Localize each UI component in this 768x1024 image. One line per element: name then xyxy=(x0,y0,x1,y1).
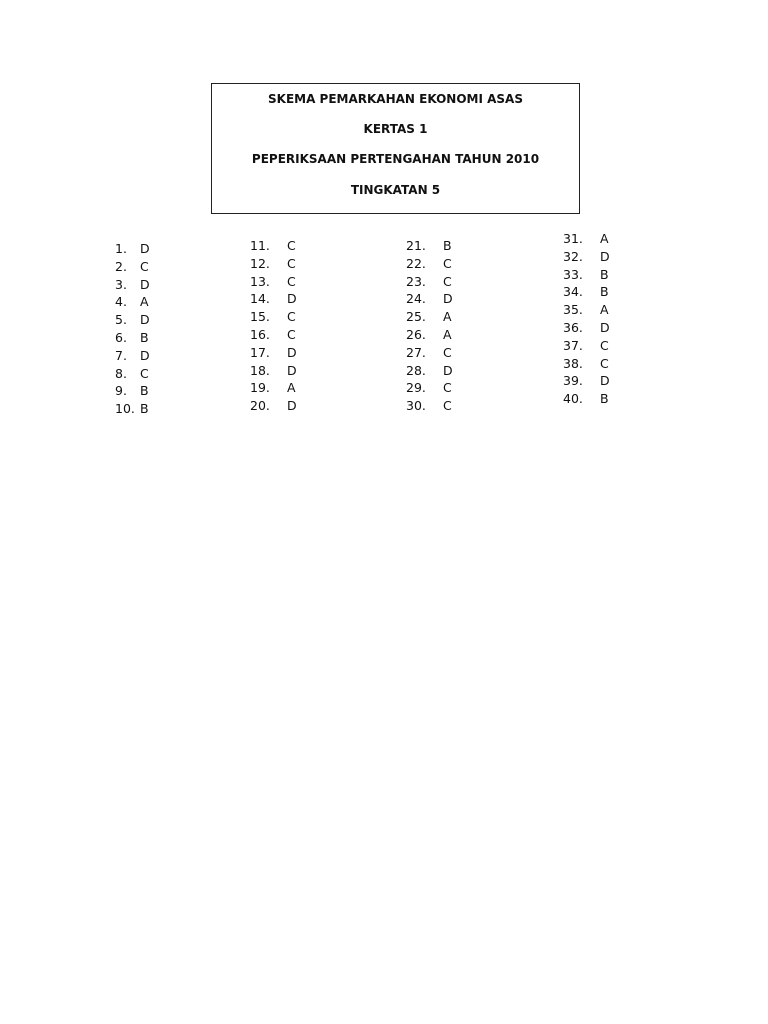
answer-letter: D xyxy=(443,362,453,378)
answer-letter: A xyxy=(443,309,452,325)
question-number: 30. xyxy=(406,398,426,414)
answer-letter: C xyxy=(287,326,296,342)
question-number: 14. xyxy=(250,291,270,307)
answer-letter: B xyxy=(140,401,149,417)
answer-letter: D xyxy=(600,248,610,264)
answer-letter: D xyxy=(140,347,150,363)
question-number: 21. xyxy=(406,238,426,253)
question-number: 33. xyxy=(563,266,583,282)
question-number: 36. xyxy=(563,319,583,335)
question-number: 12. xyxy=(250,255,270,271)
question-number: 22. xyxy=(406,255,426,271)
answer-letter: D xyxy=(600,319,610,335)
question-number: 2. xyxy=(115,258,127,274)
answer-letter: B xyxy=(140,383,149,399)
answer-letter: B xyxy=(443,238,452,253)
question-number: 35. xyxy=(563,302,583,318)
answer-letter: A xyxy=(140,294,149,310)
answer-letter: D xyxy=(443,291,453,307)
answer-letter: C xyxy=(600,355,609,371)
question-number: 1. xyxy=(115,241,127,256)
question-number: 28. xyxy=(406,362,426,378)
header-box xyxy=(211,83,580,214)
question-number: 37. xyxy=(563,337,583,353)
question-number: 3. xyxy=(115,276,127,292)
question-number: 24. xyxy=(406,291,426,307)
question-number: 19. xyxy=(250,380,270,396)
answer-letter: C xyxy=(287,273,296,289)
question-number: 39. xyxy=(563,373,583,389)
question-number: 27. xyxy=(406,344,426,360)
answer-letter: C xyxy=(443,255,452,271)
question-number: 13. xyxy=(250,273,270,289)
question-number: 7. xyxy=(115,347,127,363)
question-number: 32. xyxy=(563,248,583,264)
question-number: 11. xyxy=(250,238,270,253)
paper-label: KERTAS 1 xyxy=(363,122,428,136)
answer-letter: C xyxy=(287,309,296,325)
question-number: 16. xyxy=(250,326,270,342)
question-number: 25. xyxy=(406,309,426,325)
question-number: 40. xyxy=(563,391,583,407)
document-title: SKEMA PEMARKAHAN EKONOMI ASAS xyxy=(268,92,523,106)
question-number: 34. xyxy=(563,284,583,300)
answer-letter: A xyxy=(600,302,609,318)
answer-letter: D xyxy=(140,276,150,292)
answer-letter: C xyxy=(443,398,452,414)
question-number: 10. xyxy=(115,401,135,417)
question-number: 9. xyxy=(115,383,127,399)
question-number: 18. xyxy=(250,362,270,378)
answer-letter: C xyxy=(287,238,296,253)
answer-letter: B xyxy=(600,284,609,300)
answer-letter: D xyxy=(287,291,297,307)
question-number: 23. xyxy=(406,273,426,289)
answer-letter: C xyxy=(600,337,609,353)
question-number: 26. xyxy=(406,326,426,342)
answer-letter: A xyxy=(600,231,609,246)
question-number: 6. xyxy=(115,329,127,345)
answer-letter: C xyxy=(443,344,452,360)
answer-letter: C xyxy=(140,365,149,381)
question-number: 8. xyxy=(115,365,127,381)
answer-letter: D xyxy=(600,373,610,389)
answer-letter: D xyxy=(287,398,297,414)
question-number: 20. xyxy=(250,398,270,414)
form-label: TINGKATAN 5 xyxy=(350,183,441,197)
question-number: 17. xyxy=(250,344,270,360)
question-number: 15. xyxy=(250,309,270,325)
answer-letter: B xyxy=(140,329,149,345)
answer-letter: C xyxy=(443,380,452,396)
answer-letter: D xyxy=(140,241,150,256)
question-number: 31. xyxy=(563,231,583,246)
answer-letter: C xyxy=(287,255,296,271)
answer-letter: B xyxy=(600,266,609,282)
answer-letter: D xyxy=(287,362,297,378)
answer-letter: B xyxy=(600,391,609,407)
answer-letter: D xyxy=(287,344,297,360)
answer-letter: A xyxy=(287,380,296,396)
answer-letter: C xyxy=(443,273,452,289)
question-number: 4. xyxy=(115,294,127,310)
exam-label: PEPERIKSAAN PERTENGAHAN TAHUN 2010 xyxy=(251,152,540,166)
question-number: 38. xyxy=(563,355,583,371)
answer-letter: C xyxy=(140,258,149,274)
answer-letter: A xyxy=(443,326,452,342)
answer-letter: D xyxy=(140,312,150,328)
question-number: 5. xyxy=(115,312,127,328)
question-number: 29. xyxy=(406,380,426,396)
